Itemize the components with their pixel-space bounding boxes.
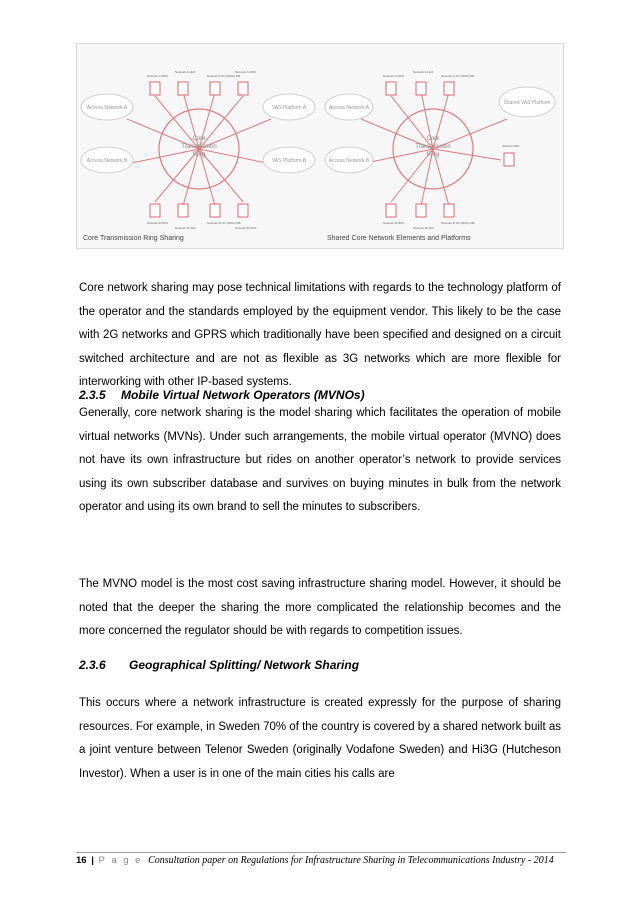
node-label: Network A HLR: [175, 70, 196, 74]
cloud-label: Access Network B: [86, 158, 128, 164]
node-label: Network B HLR: [413, 226, 434, 230]
page-number: 16: [76, 855, 87, 866]
cloud-label: Access Network A: [328, 105, 370, 111]
footer-document-title: Consultation paper on Regulations for Infrastructure Sharing in Telecommunications Industry - 2014: [148, 855, 554, 866]
cloud-label: VAS Platform B: [271, 158, 307, 164]
paragraph-geographical-splitting: This occurs where a network infrastructure is created expressly for the purpose of sharing resources. For example, in Sweden 70% of the country is covered by a shared network built as a joint venture between Telenor Sweden (originally Vodafone Sweden) and Hi3G (Hutcheson Investor). When a user is in one of the main cities his calls are: [79, 697, 561, 780]
ring-sharing-diagram: [77, 44, 321, 250]
section-heading-2-3-5: [79, 388, 365, 402]
ring-label-line-2: Transmission: [415, 144, 451, 150]
node-label: Network B MSC: [147, 221, 169, 225]
node-label: Network A SC (MSG) DB: [207, 74, 241, 78]
shared-core-diagram: [321, 44, 565, 250]
section-number: 2.3.6: [79, 658, 106, 672]
node-label: Network B MSC: [383, 221, 405, 225]
footer-rule: [76, 852, 566, 853]
network-sharing-figure: [76, 43, 564, 249]
section-number: 2.3.5: [79, 388, 106, 402]
node-label: Network A OMC: [235, 70, 257, 74]
figure-caption-left: Core Transmission Ring Sharing: [83, 235, 184, 242]
node-label: Network A SC (MSG) DB: [441, 74, 475, 78]
figure-panel-shared-core: [321, 44, 565, 250]
ring-label-line-3: Ring: [192, 152, 206, 158]
page-word: P a g e: [98, 855, 143, 866]
page-footer: [76, 855, 554, 866]
ring-label-line-2: Transmission: [181, 144, 217, 150]
paragraph-mvno-model: The MVNO model is the most cost saving infrastructure sharing model. However, it should be noted that the deeper the sharing the more complicated the relationship becomes and the more concerned the regulator should be with regards to competition issues.: [79, 578, 561, 637]
section-heading-2-3-6: [79, 658, 359, 672]
node-label: Network B SC (MSG) DB: [441, 221, 475, 225]
section-title: Mobile Virtual Network Operators (MVNOs): [121, 388, 365, 402]
footer-separator: |: [91, 855, 94, 866]
figure-panel-ring-sharing: [77, 44, 321, 250]
node-label: Network B SC (MSG) DB: [207, 221, 241, 225]
node-label: Network B OMC: [235, 226, 257, 230]
ring-label-line-1: Core: [426, 136, 440, 142]
paragraph-mvno-generally: Generally, core network sharing is the model sharing which facilitates the operation of mobile virtual networks (MVNs). Under such arrangements, the mobile virtual operator (MVNO) does not have its own infrastructure but rides on another operator’s network to provide services using its own subscriber database and survives on buying minutes in bulk from the network operator and using its own brand to sell the minutes to subscribers.: [79, 407, 561, 513]
cloud-label: VAS Platform A: [271, 105, 307, 111]
figure-caption-right: Shared Core Network Elements and Platforms: [327, 235, 471, 242]
node-label: Shared OMC: [502, 144, 520, 148]
cloud-label: Access Network B: [328, 158, 370, 164]
section-title: Geographical Splitting/ Network Sharing: [129, 658, 360, 672]
ring-label-line-1: Core: [192, 136, 206, 142]
node-label: Network A MSC: [147, 74, 169, 78]
cloud-label: Access Network A: [86, 105, 128, 111]
node-label: Network B HLR: [175, 226, 196, 230]
ring-label-line-3: Ring: [426, 152, 440, 158]
node-label: Network A MSC: [383, 74, 405, 78]
paragraph-core-network-sharing: Core network sharing may pose technical limitations with regards to the technology platform of the operator and the standards employed by the equipment vendor. This likely to be the case with 2G networks and GPRS which traditionally have been specified and designed on a circuit switched architecture and are not as flexible as 3G networks which are more flexible for interworking with other IP-based systems.: [79, 282, 561, 388]
cloud-label: Shared VAS Platform: [503, 100, 551, 106]
node-label: Network A HLR: [413, 70, 434, 74]
